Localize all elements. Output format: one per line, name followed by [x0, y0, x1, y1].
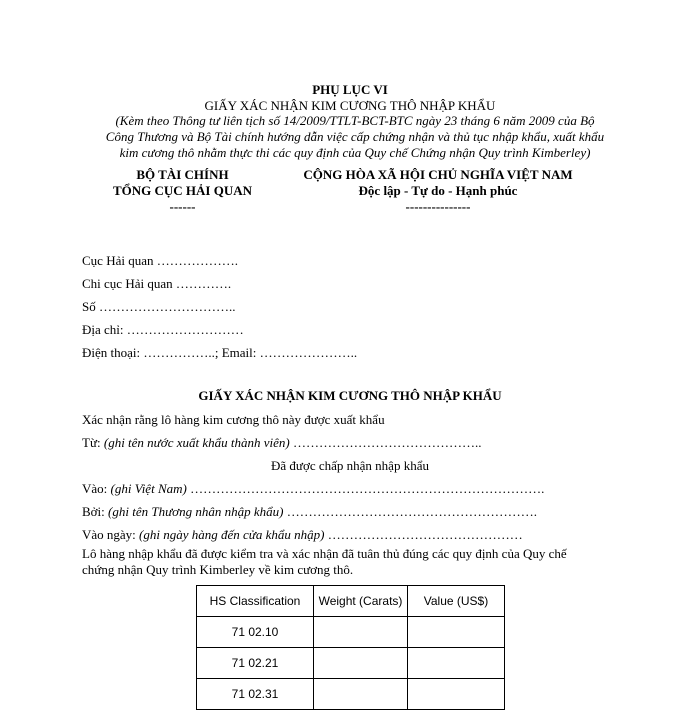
hs-code-cell: 71 02.21: [197, 648, 314, 679]
customs-branch-field: Chi cục Hải quan ………….: [82, 276, 232, 291]
table-header-row: [197, 586, 505, 617]
national-header: [288, 167, 588, 215]
table-row: [197, 679, 505, 710]
compliance-line-1: Lô hàng nhập khẩu đã được kiểm tra và xác nhận đã tuân thủ đúng các quy định của Quy chế: [82, 546, 567, 561]
department-name: TỔNG CỤC HẢI QUAN: [112, 183, 253, 198]
reference-line-2: Công Thương và Bộ Tài chính hướng dẫn việc cấp chứng nhận và thủ tục nhập khẩu, xuất khẩu: [105, 129, 605, 144]
address-field: Địa chỉ: ………………………: [82, 322, 244, 337]
appendix-label: PHỤ LỤC VI: [312, 82, 388, 97]
value-cell: [408, 679, 505, 710]
importer-line: [82, 503, 537, 520]
column-header-weight: Weight (Carats): [314, 586, 408, 617]
country-name: CỘNG HÒA XÃ HỘI CHỦ NGHĨA VIỆT NAM: [303, 167, 573, 182]
to-hint: (ghi Việt Nam): [110, 481, 187, 496]
weight-cell: [314, 617, 408, 648]
ministry-name: BỘ TÀI CHÍNH: [136, 167, 229, 182]
import-to-line: [82, 480, 544, 497]
national-separator: ---------------: [405, 199, 471, 214]
weight-cell: [314, 648, 408, 679]
document-number-field: Số …………………………..: [82, 299, 236, 314]
compliance-line-2: chứng nhận Quy trình Kimberley về kim cương thô.: [82, 562, 354, 577]
by-dots: ………………………………………………….: [283, 504, 537, 519]
export-from-line: [82, 434, 481, 451]
by-label: Bởi:: [82, 504, 109, 519]
column-header-hs: HS Classification: [197, 586, 314, 617]
issuing-agency: [100, 167, 265, 215]
reference-note: [95, 113, 615, 161]
document-title: GIẤY XÁC NHẬN KIM CƯƠNG THÔ NHẬP KHẨU: [204, 98, 496, 113]
compliance-paragraph: [82, 546, 627, 578]
date-hint: (ghi ngày hàng đến cửa khẩu nhập): [139, 527, 325, 542]
column-header-value: Value (US$): [408, 586, 505, 617]
accepted-line: Đã được chấp nhận nhập khẩu: [271, 458, 429, 473]
from-label: Từ:: [82, 435, 104, 450]
hs-classification-table: [196, 585, 505, 710]
date-label: Vào ngày:: [82, 527, 140, 542]
table-row: [197, 617, 505, 648]
date-dots: ………………………………………: [324, 527, 523, 542]
value-cell: [408, 648, 505, 679]
by-hint: (ghi tên Thương nhân nhập khẩu): [108, 504, 284, 519]
table-row: [197, 648, 505, 679]
hs-code-cell: 71 02.10: [197, 617, 314, 648]
to-label: Vào:: [82, 481, 111, 496]
certificate-title: GIẤY XÁC NHẬN KIM CƯƠNG THÔ NHẬP KHẨU: [198, 388, 502, 403]
phone-email-field: Điện thoại: ……………..; Email: …………………..: [82, 345, 358, 360]
national-motto: Độc lập - Tự do - Hạnh phúc: [358, 183, 518, 198]
agency-separator: ------: [169, 199, 196, 214]
to-dots: ……………………………………………………………………….: [186, 481, 545, 496]
reference-line-3: kim cương thô nhằm thực thi các quy định của Quy chế Chứng nhận Quy trình Kimberley): [119, 145, 591, 160]
arrival-date-line: [82, 526, 523, 543]
value-cell: [408, 617, 505, 648]
reference-line-1: (Kèm theo Thông tư liên tịch số 14/2009/TTLT-BCT-BTC ngày 23 tháng 6 năm 2009 của Bộ: [115, 113, 595, 128]
from-dots: ……………………………………..: [289, 435, 482, 450]
confirm-line: Xác nhận rằng lô hàng kim cương thô này được xuất khẩu: [82, 412, 385, 427]
hs-code-cell: 71 02.31: [197, 679, 314, 710]
weight-cell: [314, 679, 408, 710]
from-hint: (ghi tên nước xuất khẩu thành viên): [103, 435, 290, 450]
customs-department-field: Cục Hải quan ……………….: [82, 253, 238, 268]
